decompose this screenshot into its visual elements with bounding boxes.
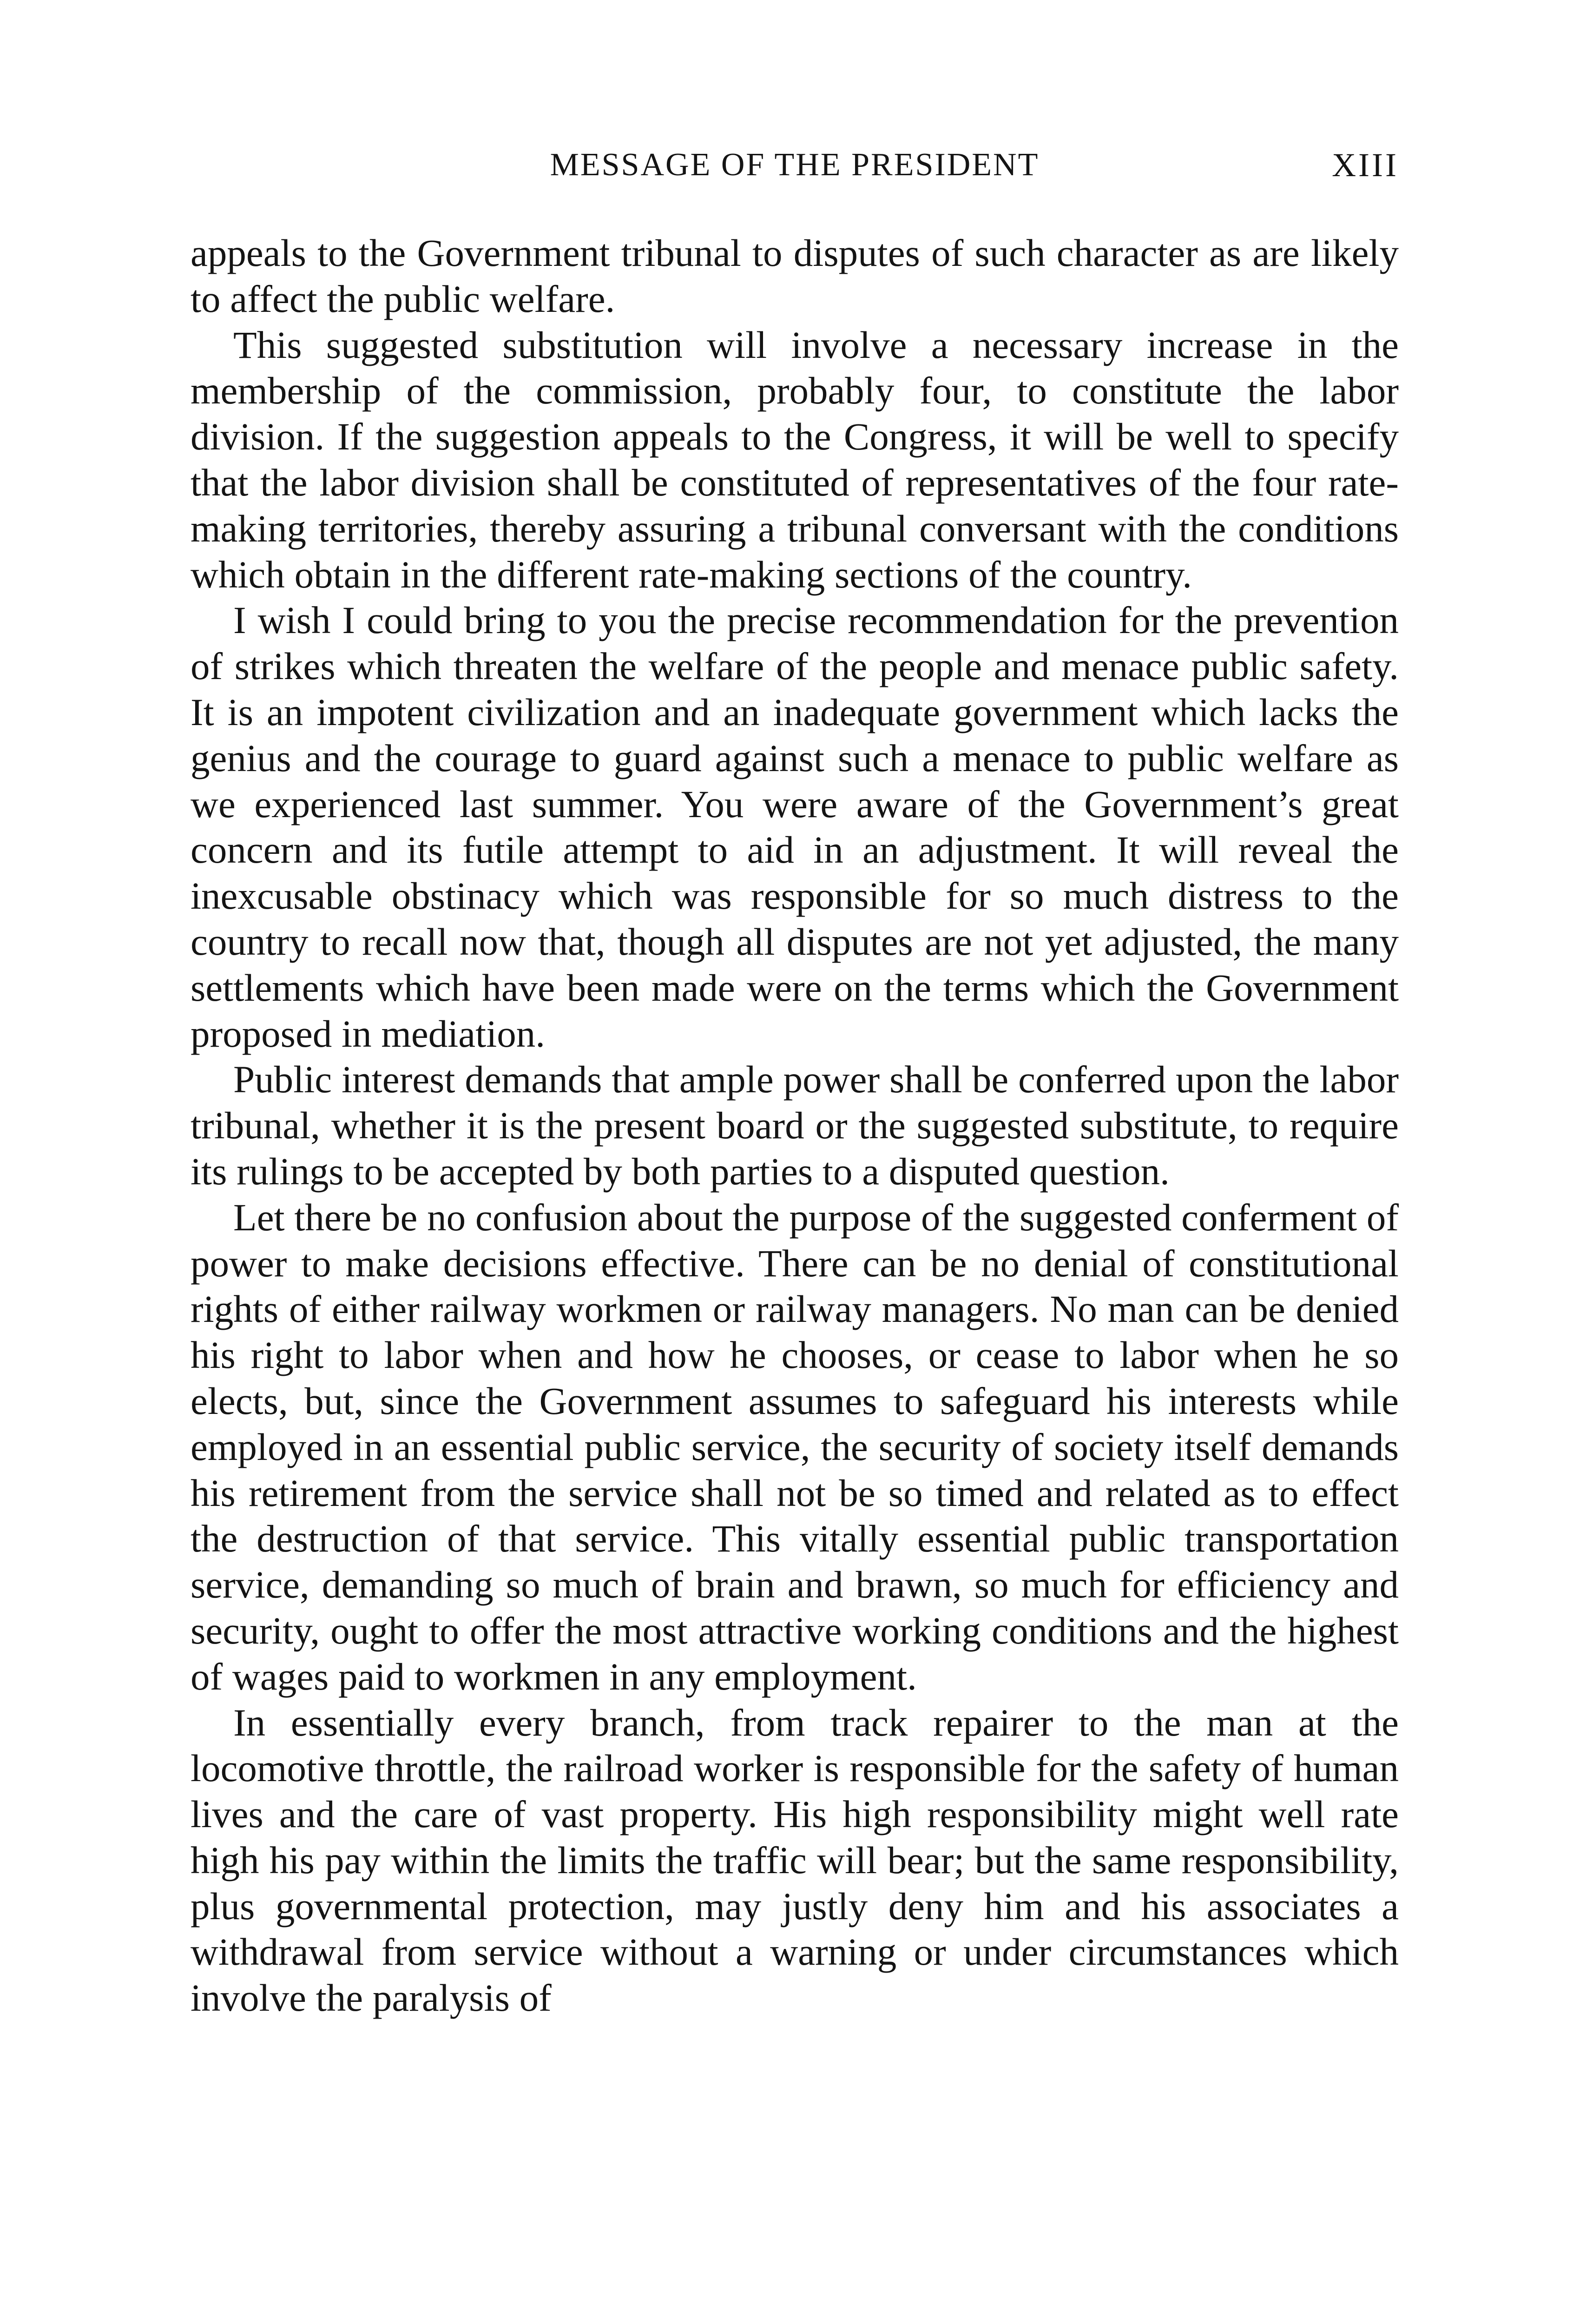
paragraph: In essentially every branch, from track repairer to the man at the locomotive throttle, the railroad worker is responsible for the safety of human lives and the care of vast property. His high responsibility might well rate high his pay within the limits the traffic will bear; but the same responsibility, plus governmental protection, may justly deny him and his associates a withdrawal from service without a warning or under circumstances which involve the paralysis of: [191, 1701, 1399, 2020]
paragraph: I wish I could bring to you the precise recommendation for the prevention of strikes which threaten the welfare of the people and menace public safety. It is an impotent civilization and an inadequate government which lacks the genius and the courage to guard against such a menace to public welfare as we experienced last summer. You were aware of the Government’s great concern and its futile attempt to aid in an adjustment. It will reveal the inexcusable obstinacy which was responsible for so much distress to the country to recall now that, though all disputes are not yet adjusted, the many settlements which have been made were on the terms which the Government proposed in mediation.: [191, 599, 1399, 1055]
paragraph: Let there be no confusion about the purpose of the suggested conferment of power to make decisions effective. There can be no denial of constitutional rights of either railway workmen or railway managers. No man can be denied his right to labor when and how he chooses, or cease to labor when he so elects, but, since the Government assumes to safeguard his interests while employed in an essential public service, the security of society itself demands his retirement from the service shall not be so timed and related as to effect the destruction of that service. This vitally essential public transportation service, demanding so much of brain and brawn, so much for efficiency and security, ought to offer the most attractive working conditions and the highest of wages paid to workmen in any employment.: [191, 1195, 1399, 1698]
paragraph: Public interest demands that ample power shall be conferred upon the labor tribunal, whether it is the present board or the suggested substitute, to require its rulings to be accepted by both parties to a disputed question.: [191, 1058, 1399, 1193]
running-title: MESSAGE OF THE PRESIDENT: [550, 147, 1040, 183]
paragraph-continued: appeals to the Government tribunal to disputes of such character as are likely to affect the public welfare.: [191, 231, 1399, 320]
page-number: XIII: [1332, 146, 1399, 184]
paragraph: This suggested substitution will involve a necessary increase in the membership of the commission, probably four, to constitute the labor division. If the suggestion appeals to the Congress, it will be well to specify that the labor division shall be constituted of representatives of the four rate-making territories, thereby assuring a tribunal conversant with the conditions which obtain in the different rate-making sections of the country.: [191, 323, 1399, 596]
running-head: [191, 139, 1399, 191]
body-text: [191, 230, 1399, 2021]
